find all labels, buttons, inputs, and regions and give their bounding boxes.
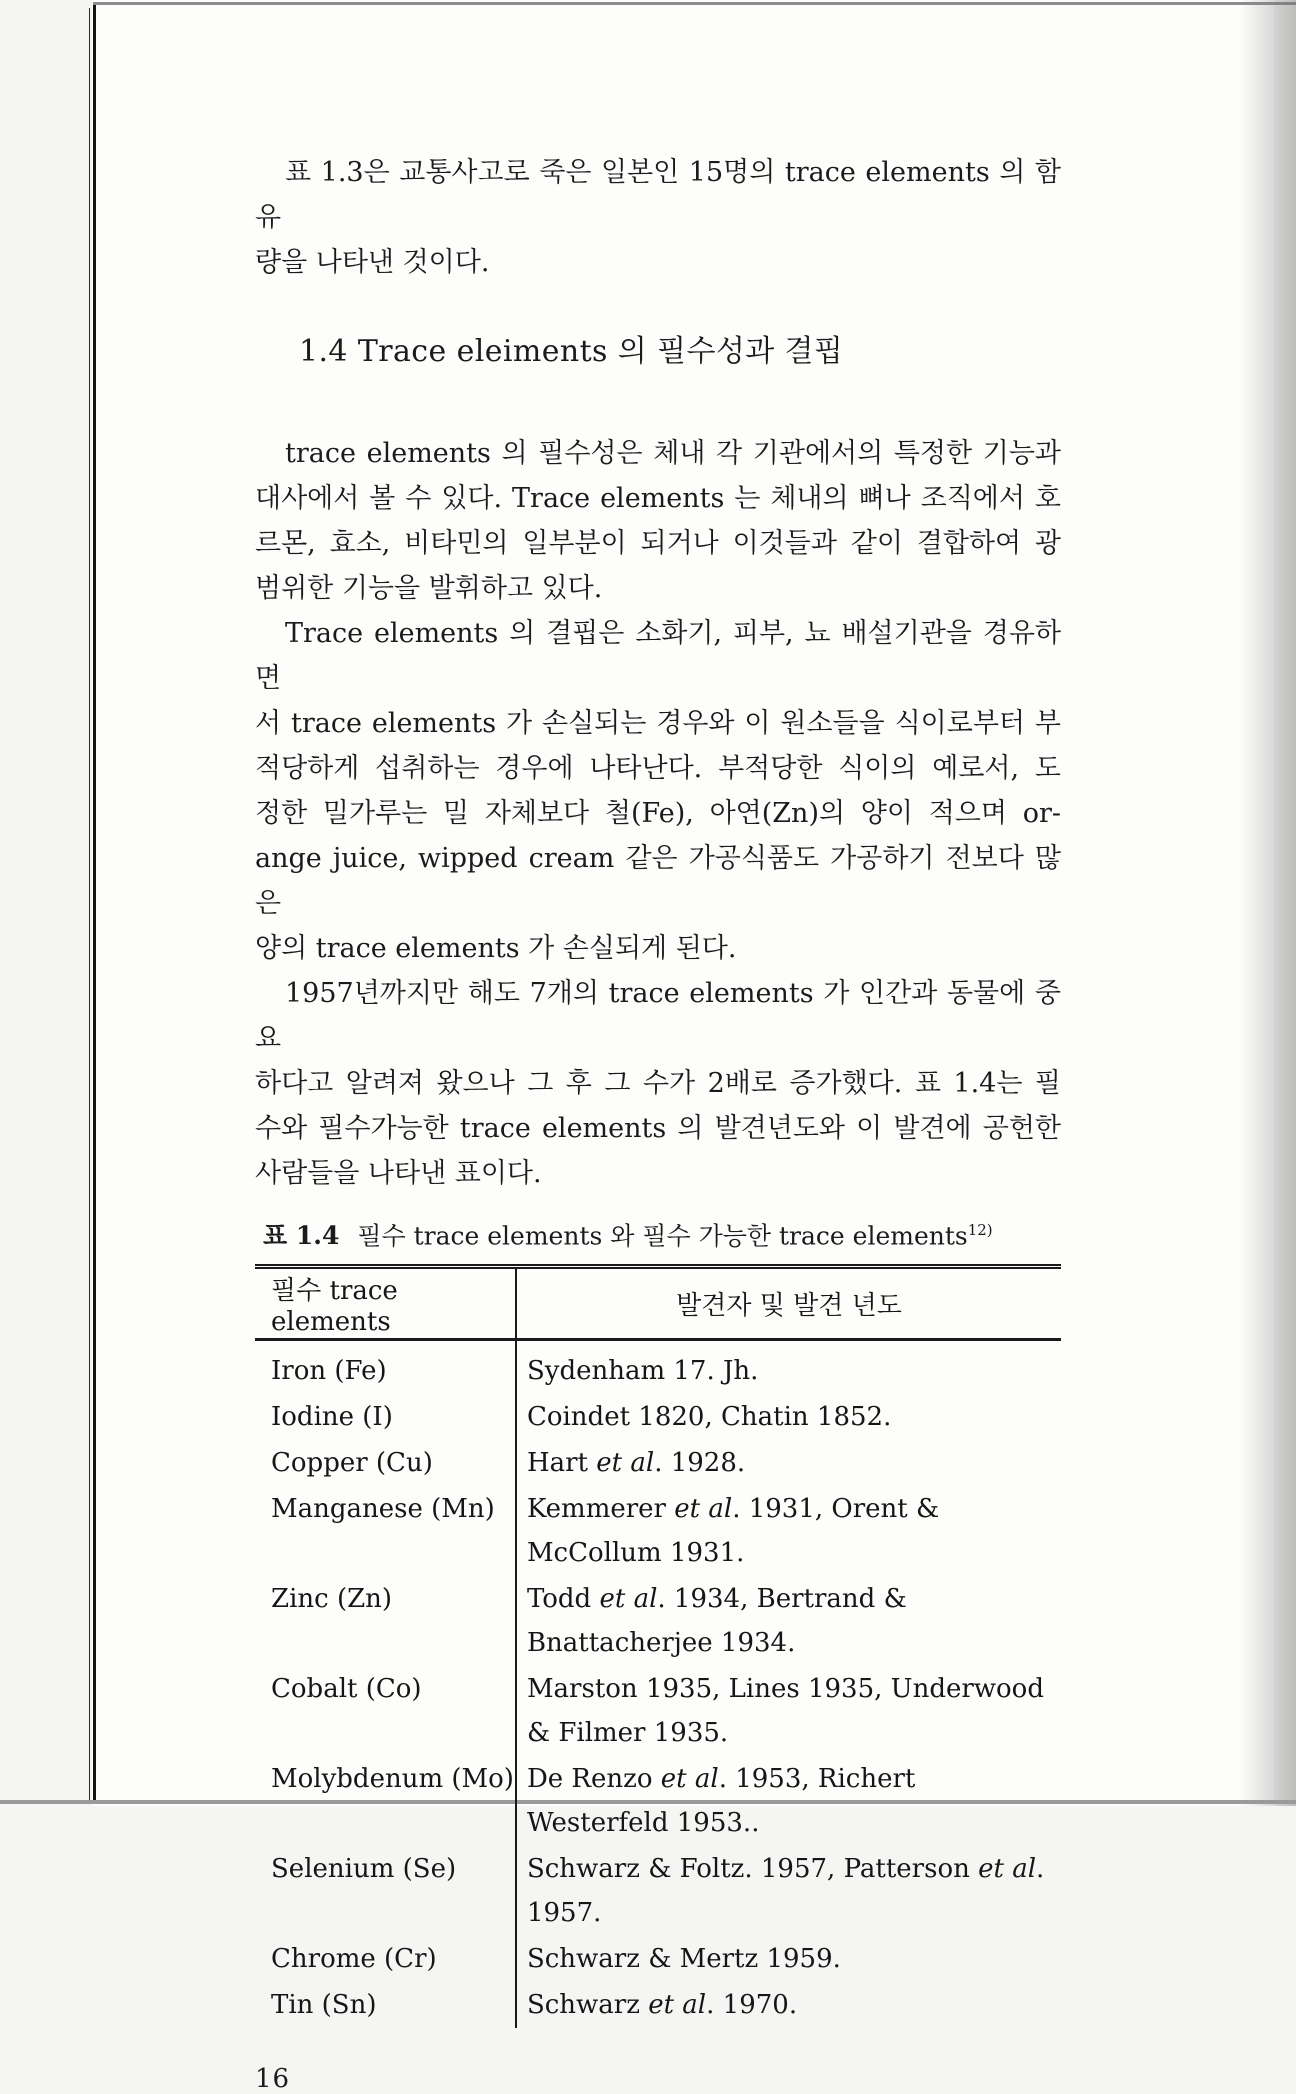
text-line: 표 1.3은 교통사고로 죽은 일본인 15명의 trace elements 의 함유 (255, 157, 1061, 233)
element-cell: Manganese (Mn) (255, 1486, 516, 1576)
table-row (255, 1486, 1061, 1576)
discovery-cell: Sydenham 17. Jh. (526, 1356, 759, 1387)
text-line: 양의 trace elements 가 손실되게 된다. (255, 933, 737, 964)
text-line: trace elements 의 필수성은 체내 각 기관에서의 특정한 기능과 (285, 438, 1061, 469)
table-caption-number: 표 1.4 (263, 1221, 340, 1251)
body-paragraph (255, 971, 1061, 1196)
text-line: 적당하게 섭취하는 경우에 나타난다. 부적당한 식이의 예로서, 도 (255, 753, 1061, 784)
text-line: 하다고 알려져 왔으나 그 후 그 수가 2배로 증가했다. 표 1.4는 필 (255, 1068, 1061, 1099)
discovery-cell: Schwarz & Mertz 1959. (526, 1944, 841, 1975)
page-shadow (1240, 0, 1296, 1806)
element-cell: Iron (Fe) (255, 1340, 516, 1395)
element-cell: Copper (Cu) (255, 1440, 516, 1486)
intro-paragraph (255, 150, 1061, 285)
page-edge-line (89, 8, 90, 1802)
discovery-cell: Kemmerer et al. 1931, Orent & McCollum 1931. (526, 1494, 940, 1569)
text-line: 수와 필수가능한 trace elements 의 발견년도와 이 발견에 공헌한 (255, 1113, 1061, 1144)
element-cell: Selenium (Se) (255, 1846, 516, 1936)
text-line: 서 trace elements 가 손실되는 경우와 이 원소들을 식이로부터 부 (255, 708, 1061, 739)
element-cell: Cobalt (Co) (255, 1666, 516, 1756)
discovery-cell: Coindet 1820, Chatin 1852. (526, 1402, 892, 1433)
column-header-discoverers: 발견자 및 발견 년도 (516, 1267, 1061, 1340)
text-line: 르몬, 효소, 비타민의 일부분이 되거나 이것들과 같이 결합하여 광 (255, 528, 1061, 559)
discovery-cell: Todd et al. 1934, Bertrand & Bnattacherjee 1934. (526, 1584, 907, 1659)
element-cell: Molybdenum (Mo) (255, 1756, 516, 1846)
discovery-cell: Schwarz & Foltz. 1957, Patterson et al. 1957. (526, 1854, 1045, 1929)
text-line: 범위한 기능을 발휘하고 있다. (255, 573, 603, 604)
element-cell: Tin (Sn) (255, 1982, 516, 2028)
discovery-cell: Marston 1935, Lines 1935, Underwood & Filmer 1935. (526, 1674, 1044, 1749)
body-paragraph (255, 611, 1061, 971)
text-line: 량을 나타낸 것이다. (255, 247, 490, 278)
table-header-row (255, 1267, 1061, 1340)
page-edge-line (93, 5, 96, 1804)
table-row (255, 1756, 1061, 1846)
text-line: 정한 밀가루는 밀 자체보다 철(Fe), 아연(Zn)의 양이 적으며 or- (255, 798, 1061, 829)
table-caption-footnote-ref: 12) (967, 1221, 993, 1239)
discovery-cell: De Renzo et al. 1953, Richert Westerfeld 1953.. (526, 1764, 916, 1839)
table-row (255, 1340, 1061, 1395)
table-row (255, 1666, 1061, 1756)
body-paragraph (255, 431, 1061, 611)
page-content (255, 0, 1061, 2094)
text-line: Trace elements 의 결핍은 소화기, 피부, 뇨 배설기관을 경유하면 (255, 618, 1061, 694)
table-row (255, 1936, 1061, 1982)
page-number: 16 (255, 2064, 291, 2094)
column-header-elements: 필수 trace elements (255, 1267, 516, 1340)
table-row (255, 1394, 1061, 1440)
element-cell: Zinc (Zn) (255, 1576, 516, 1666)
text-line: ange juice, wipped cream 같은 가공식품도 가공하기 전보다 많은 (255, 843, 1061, 919)
section-heading: 1.4 Trace eleiments 의 필수성과 결핍 (299, 334, 844, 369)
discovery-cell: Hart et al. 1928. (526, 1448, 746, 1479)
table-row (255, 1576, 1061, 1666)
table-row (255, 1440, 1061, 1486)
table-row (255, 1846, 1061, 1936)
discovery-cell: Schwarz et al. 1970. (526, 1990, 798, 2021)
table-caption-text: 필수 trace elements 와 필수 가능한 trace elements (357, 1221, 968, 1251)
table-row (255, 1982, 1061, 2028)
text-line: 1957년까지만 해도 7개의 trace elements 가 인간과 동물에 중요 (255, 978, 1061, 1054)
text-line: 사람들을 나타낸 표이다. (255, 1158, 542, 1189)
trace-elements-table (255, 1264, 1061, 2028)
element-cell: Chrome (Cr) (255, 1936, 516, 1982)
table-caption (263, 1210, 1061, 1256)
element-cell: Iodine (I) (255, 1394, 516, 1440)
text-line: 대사에서 볼 수 있다. Trace elements 는 체내의 뼈나 조직에서 호 (255, 483, 1061, 514)
